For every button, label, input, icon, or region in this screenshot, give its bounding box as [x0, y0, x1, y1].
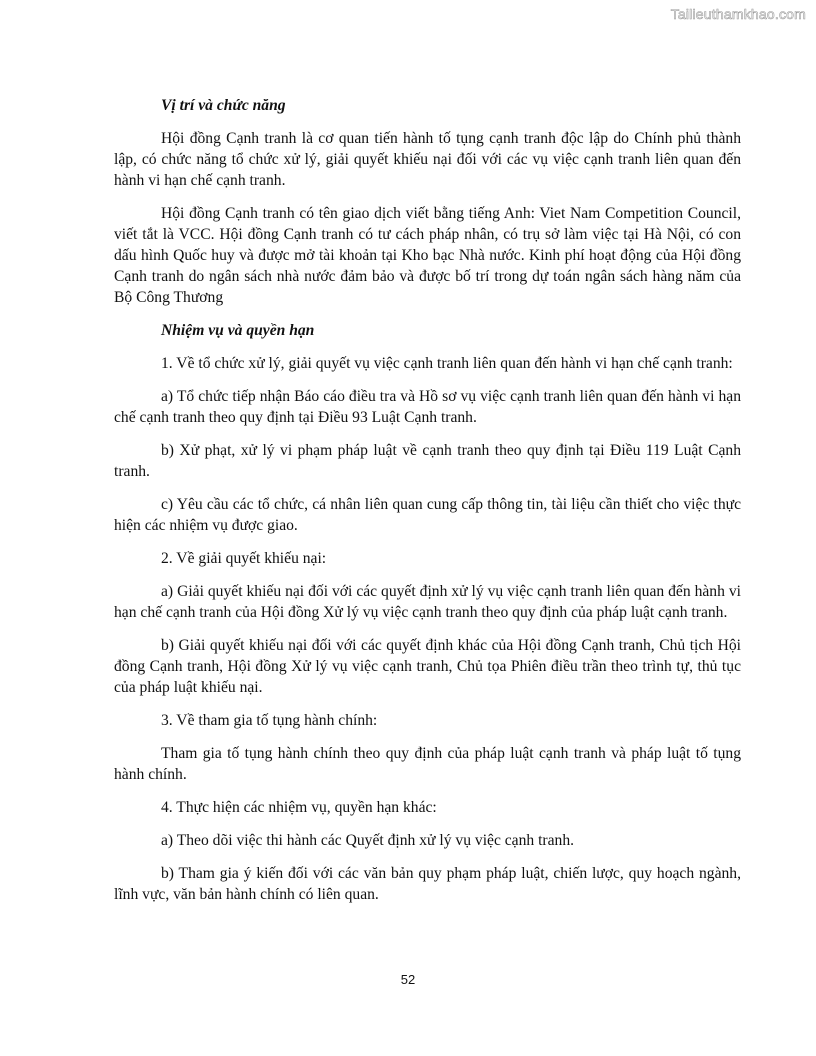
paragraph: b) Xử phạt, xử lý vi phạm pháp luật về cạnh tranh theo quy định tại Điều 119 Luật Cạnh tranh. — [114, 442, 741, 480]
section-position-function — [114, 95, 741, 308]
paragraph: c) Yêu cầu các tổ chức, cá nhân liên quan cung cấp thông tin, tài liệu cần thiết cho việc thực hiện các nhiệm vụ được giao. — [114, 496, 741, 534]
section-duties-powers — [114, 320, 741, 905]
paragraph: Hội đồng Cạnh tranh có tên giao dịch viết bằng tiếng Anh: Viet Nam Competition Council, viết tắt là VCC. Hội đồng Cạnh tranh có tư cách pháp nhân, có trụ sở làm việc tại Hà Nội, có con dấu hình Quốc huy và được mở tài khoản tại Kho bạc Nhà nước. Kinh phí hoạt động của Hội đồng Cạnh tranh do ngân sách nhà nước đảm bảo và được bố trí trong dự toán ngân sách hàng năm của Bộ Công Thương — [114, 205, 741, 306]
watermark-text: Tailieuthamkhao.com — [670, 6, 806, 22]
paragraph: 2. Về giải quyết khiếu nại: — [161, 550, 327, 567]
paragraph: Hội đồng Cạnh tranh là cơ quan tiến hành tố tụng cạnh tranh độc lập do Chính phủ thành lập, có chức năng tổ chức xử lý, giải quyết khiếu nại đối với các vụ việc cạnh tranh liên quan đến hành vi hạn chế cạnh tranh. — [114, 130, 741, 189]
paragraph: b) Giải quyết khiếu nại đối với các quyết định khác của Hội đồng Cạnh tranh, Chủ tịch Hội đồng Cạnh tranh, Hội đồng Xử lý vụ việc cạnh tranh, Chủ tọa Phiên điều trần theo trình tự, thủ tục của pháp luật khiếu nại. — [114, 637, 741, 696]
paragraph: 4. Thực hiện các nhiệm vụ, quyền hạn khác: — [161, 799, 437, 816]
paragraph: a) Theo dõi việc thi hành các Quyết định xử lý vụ việc cạnh tranh. — [161, 832, 575, 849]
section-heading: Nhiệm vụ và quyền hạn — [161, 322, 315, 339]
paragraph: a) Giải quyết khiếu nại đối với các quyết định xử lý vụ việc cạnh tranh liên quan đến hành vi hạn chế cạnh tranh của Hội đồng Xử lý vụ việc cạnh tranh theo quy định của pháp luật cạnh tranh. — [114, 583, 741, 621]
paragraph: Tham gia tố tụng hành chính theo quy định của pháp luật cạnh tranh và pháp luật tố tụng hành chính. — [114, 745, 741, 783]
document-body — [114, 95, 741, 917]
paragraph: b) Tham gia ý kiến đối với các văn bản quy phạm pháp luật, chiến lược, quy hoạch ngành, lĩnh vực, văn bản hành chính có liên quan. — [114, 865, 741, 903]
page-number: 52 — [400, 972, 416, 987]
paragraph: a) Tổ chức tiếp nhận Báo cáo điều tra và Hồ sơ vụ việc cạnh tranh liên quan đến hành vi hạn chế cạnh tranh theo quy định tại Điều 93 Luật Cạnh tranh. — [114, 388, 741, 426]
section-heading: Vị trí và chức năng — [161, 97, 286, 114]
paragraph: 3. Về tham gia tố tụng hành chính: — [161, 712, 378, 729]
paragraph: 1. Về tổ chức xử lý, giải quyết vụ việc cạnh tranh liên quan đến hành vi hạn chế cạnh tranh: — [161, 355, 733, 372]
